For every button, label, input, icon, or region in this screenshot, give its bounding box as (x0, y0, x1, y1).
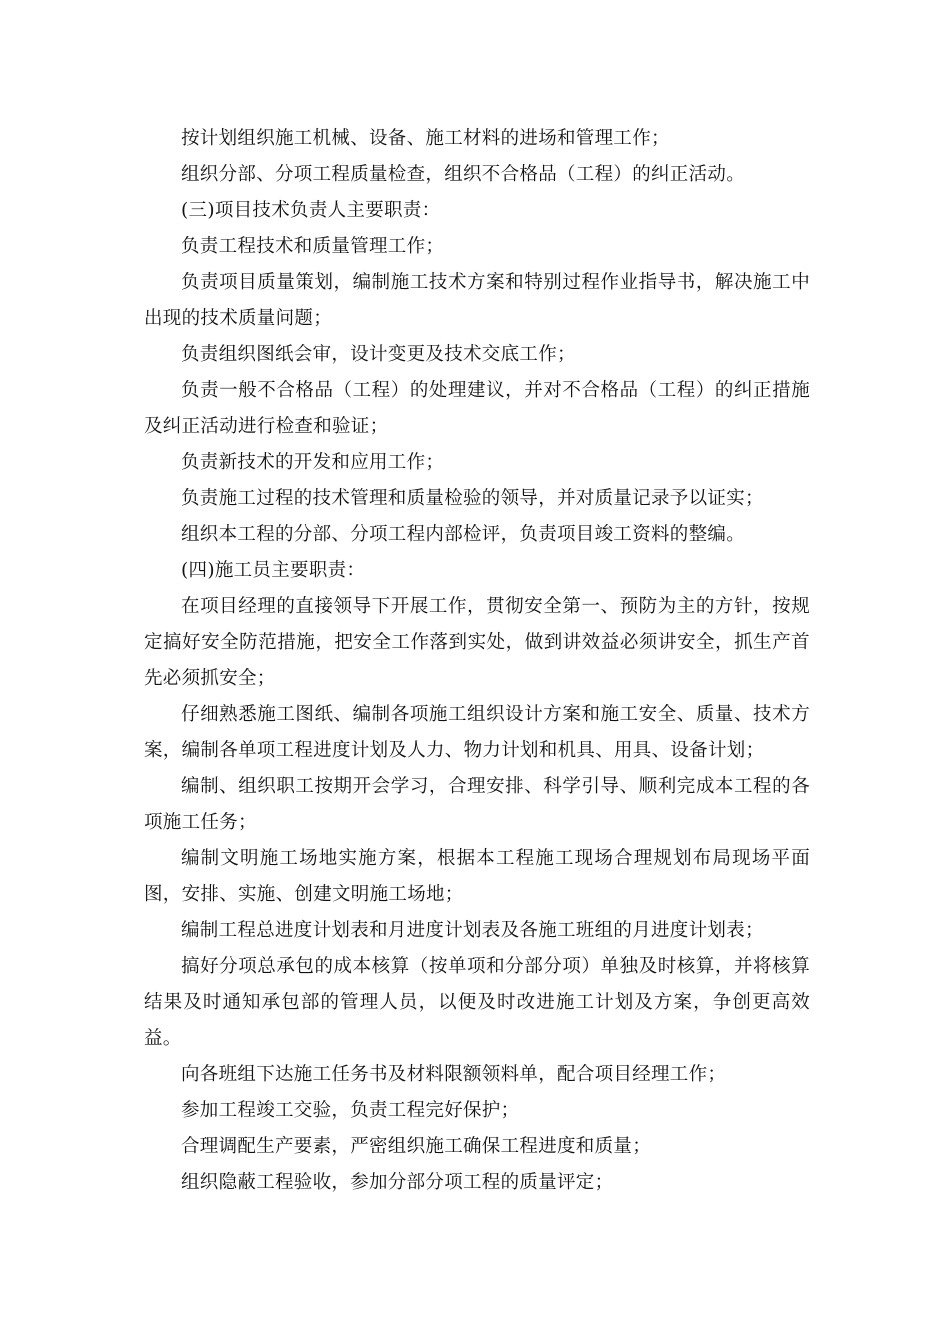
paragraph: 负责一般不合格品（工程）的处理建议，并对不合格品（工程）的纠正措施及纠正活动进行检查和验证； (144, 380, 810, 437)
document-body (144, 121, 810, 1201)
paragraph: 仔细熟悉施工图纸、编制各项施工组织设计方案和施工安全、质量、技术方案，编制各单项工程进度计划及人力、物力计划和机具、用具、设备计划； (144, 704, 810, 761)
paragraph: 组织本工程的分部、分项工程内部检评，负责项目竣工资料的整编。 (181, 524, 746, 545)
paragraph: 编制工程总进度计划表和月进度计划表及各施工班组的月进度计划表； (181, 920, 764, 941)
paragraph: 在项目经理的直接领导下开展工作，贯彻安全第一、预防为主的方针，按规定搞好安全防范措施，把安全工作落到实处，做到讲效益必须讲安全，抓生产首先必须抓安全； (144, 596, 810, 689)
paragraph: 编制、组织职工按期开会学习，合理安排、科学引导、顺利完成本工程的各项施工任务； (144, 776, 810, 833)
paragraph: 负责新技术的开发和应用工作； (181, 452, 445, 473)
paragraph: 负责项目质量策划，编制施工技术方案和特别过程作业指导书，解决施工中出现的技术质量问题； (144, 272, 810, 329)
section-heading: (四)施工员主要职责： (181, 560, 366, 581)
paragraph: 按计划组织施工机械、设备、施工材料的进场和管理工作； (181, 128, 670, 149)
paragraph: 负责施工过程的技术管理和质量检验的领导，并对质量记录予以证实； (181, 488, 764, 509)
paragraph: 合理调配生产要素，严密组织施工确保工程进度和质量； (181, 1136, 652, 1157)
paragraph: 组织分部、分项工程质量检查，组织不合格品（工程）的纠正活动。 (181, 164, 746, 185)
paragraph: 向各班组下达施工任务书及材料限额领料单，配合项目经理工作； (181, 1064, 727, 1085)
section-heading: (三)项目技术负责人主要职责： (181, 200, 441, 221)
paragraph: 负责组织图纸会审，设计变更及技术交底工作； (181, 344, 576, 365)
paragraph: 负责工程技术和质量管理工作； (181, 236, 445, 257)
paragraph: 参加工程竣工交验，负责工程完好保护； (181, 1100, 520, 1121)
paragraph: 搞好分项总承包的成本核算（按单项和分部分项）单独及时核算，并将核算结果及时通知承包部的管理人员，以便及时改进施工计划及方案，争创更高效益。 (144, 956, 810, 1049)
paragraph: 组织隐蔽工程验收，参加分部分项工程的质量评定； (181, 1172, 614, 1193)
paragraph: 编制文明施工场地实施方案，根据本工程施工现场合理规划布局现场平面图，安排、实施、创建文明施工场地； (144, 848, 810, 905)
